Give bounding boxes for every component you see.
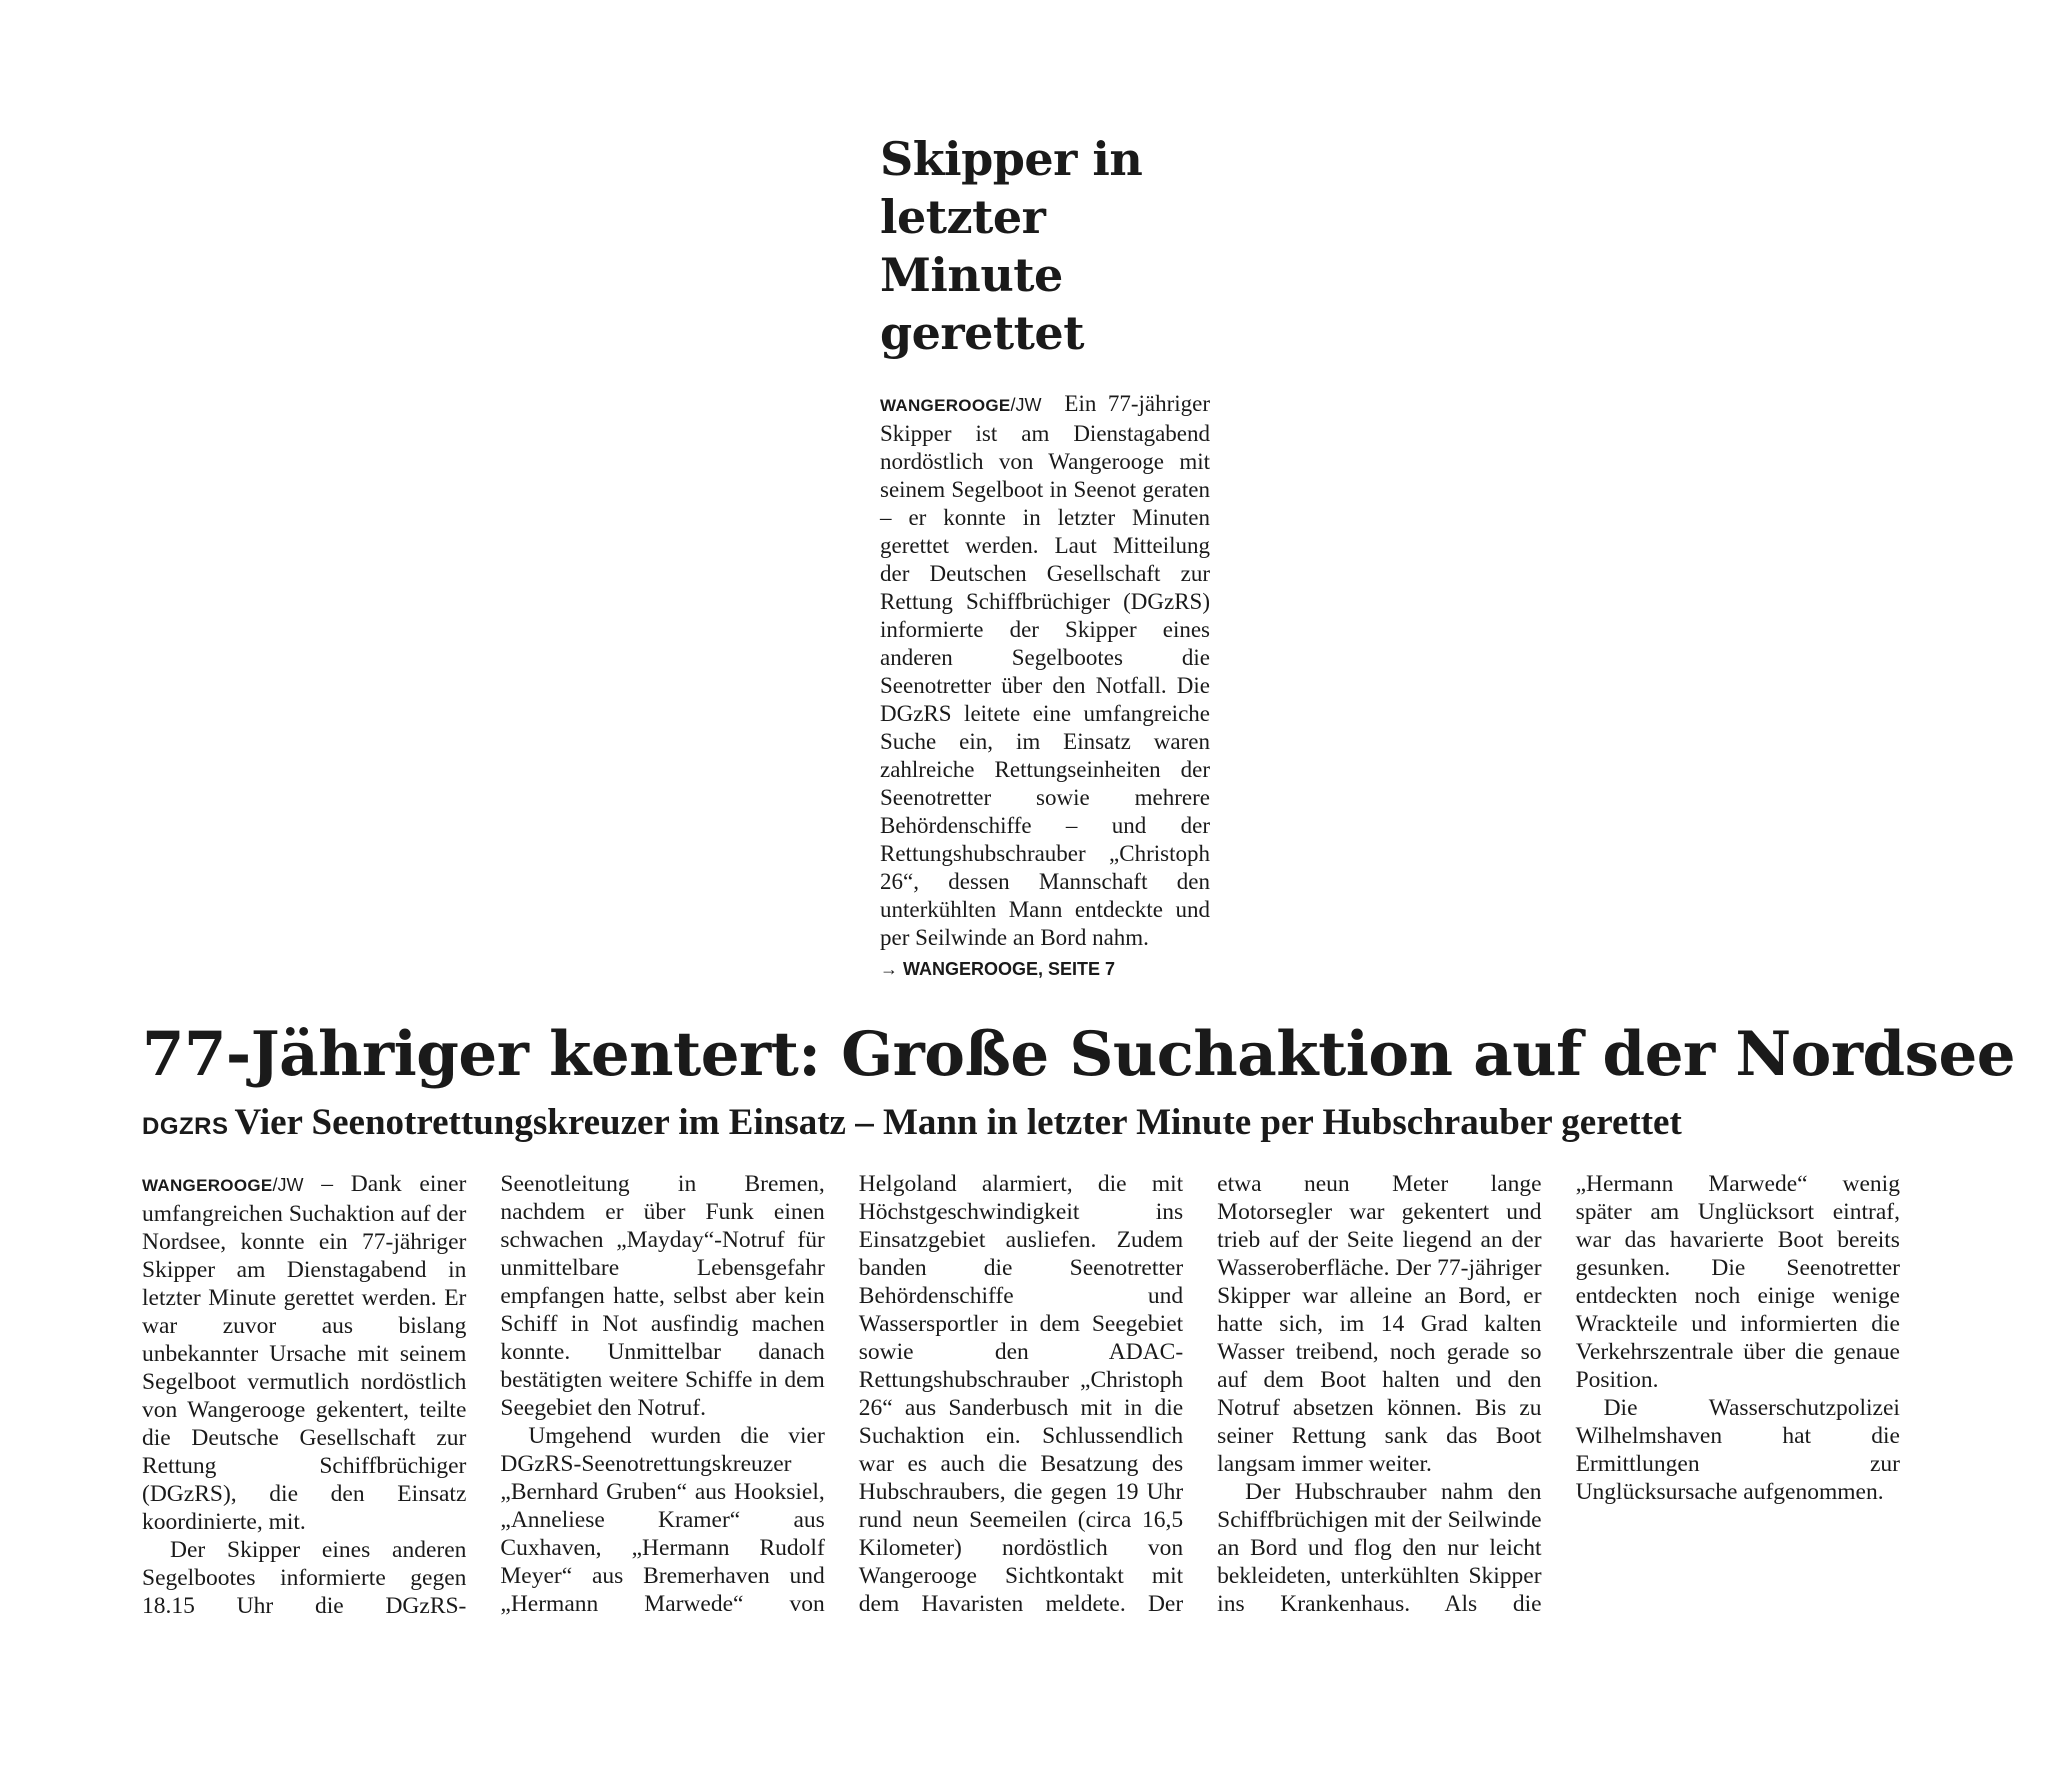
teaser-agency: /JW [1010,395,1042,415]
article-subheadline: Vier Seenotrettungskreuzer im Einsatz – Mann in letzter Minute per Hubschrauber gerettet [234,1102,1682,1143]
teaser-body [880,390,1210,952]
article-dateline: WANGEROOGE [142,1176,273,1195]
article-subheadline-row [142,1100,1682,1150]
article-kicker: DGZRS [142,1113,229,1140]
article-paragraph [142,1170,466,1536]
teaser-text: Ein 77-jähriger Skipper ist am Dienstagabend nordöstlich von Wangerooge mit seinem Segelboot in Seenot geraten – er konnte in letzter Minuten gerettet werden. Laut Mitteilung der Deutschen Gesellschaft zur Rettung Schiffbrüchiger (DGzRS) informierte der Skipper eines anderen Segelbootes die Seenotretter über den Notfall. Die DGzRS leitete eine umfangreiche Suche ein, im Einsatz waren zahlreiche Rettungseinheiten der Seenotretter sowie mehrere Behördenschiffe – und der Rettungshubschrauber „Christoph 26“, dessen Mannschaft den unterkühlten Mann entdeckte und per Seilwinde an Bord nahm. [880,391,1210,950]
teaser-page-reference[interactable]: → WANGEROOGE, SEITE 7 [880,959,1116,979]
teaser-headline: Skipper in letzter Minute gerettet [880,132,1143,360]
article-paragraph: Der Hubschrauber nahm den Schiffbrüchigen mit der Seilwinde an Bord und flog den nur leicht bekleideten, unterkühlten Skipper ins Krankenhaus. Als die „Hermann Marwede“ wenig später am Unglücksort eintraf, war das havarierte Boot bereits gesunken. Die Seenotretter entdeckten noch einige wenige Wrackteile und informierten die Verkehrszentrale über die genaue Position. [1217,1171,1900,1617]
article-agency: /JW [272,1175,304,1195]
article-paragraph: Der Skipper eines anderen Segelbootes informierte gegen 18.15 Uhr die DGzRS-Seenotleitung in Bremen, nachdem er über Funk einen schwachen „Mayday“-Notruf für unmittelbare Lebensgefahr empfangen hatte, selbst aber kein Schiff in Not ausfindig machen konnte. Unmittelbar danach bestätigten weitere Schiffe in dem Seegebiet den Notruf. [142,1171,825,1619]
article-paragraph: Umgehend wurden die vier DGzRS-Seenotrettungskreuzer „Bernhard Gruben“ aus Hooksiel, „Anneliese Kramer“ aus Cuxhaven, „Hermann Rudolf Meyer“ aus Bremerhaven und „Hermann Marwede“ von Helgoland alarmiert, die mit Höchstgeschwindigkeit ins Einsatzgebiet ausliefen. Zudem banden die Seenotretter Behördenschiffe und Wassersportler in dem Seegebiet sowie den ADAC-Rettungshubschrauber „Christoph 26“ aus Sanderbusch mit in die Suchaktion ein. Schlussendlich war es auch die Besatzung des Hubschraubers, die gegen 19 Uhr rund neun Seemeilen (circa 16,5 Kilometer) nordöstlich von Wangerooge Sichtkontakt mit dem Havaristen meldete. Der etwa neun Meter lange Motorsegler war gekentert und trieb auf der Seite liegend an der Wasseroberfläche. Der 77-jähriger Skipper war alleine an Bord, er hatte sich, im 14 Grad kalten Wasser treibend, noch gerade so auf dem Boot halten und den Notruf absetzen können. Bis zu seiner Rettung sank das Boot langsam immer weiter. [500,1171,1542,1617]
article-paragraph-text: – Dank einer umfangreichen Suchaktion auf der Nordsee, konnte ein 77-jähriger Skipper am Dienstagabend in letzter Minute gerettet werden. Er war zuvor aus bislang unbekannter Ursache mit seinem Segelboot vermutlich nordöstlich von Wangerooge gekentert, teilte die Deutsche Gesellschaft zur Rettung Schiffbrüchiger (DGzRS), die den Einsatz koordinierte, mit. [142,1171,467,1535]
article-body [142,1170,1900,1630]
article-paragraph: Die Wasserschutzpolizei Wilhelmshaven hat die Ermittlungen zur Unglücksursache aufgenommen. [1575,1395,1900,1505]
teaser-box [880,130,1210,982]
article-headline: 77-Jähriger kentert: Große Suchaktion auf der Nordsee [142,1019,2016,1090]
teaser-dateline: WANGEROOGE [880,396,1011,415]
